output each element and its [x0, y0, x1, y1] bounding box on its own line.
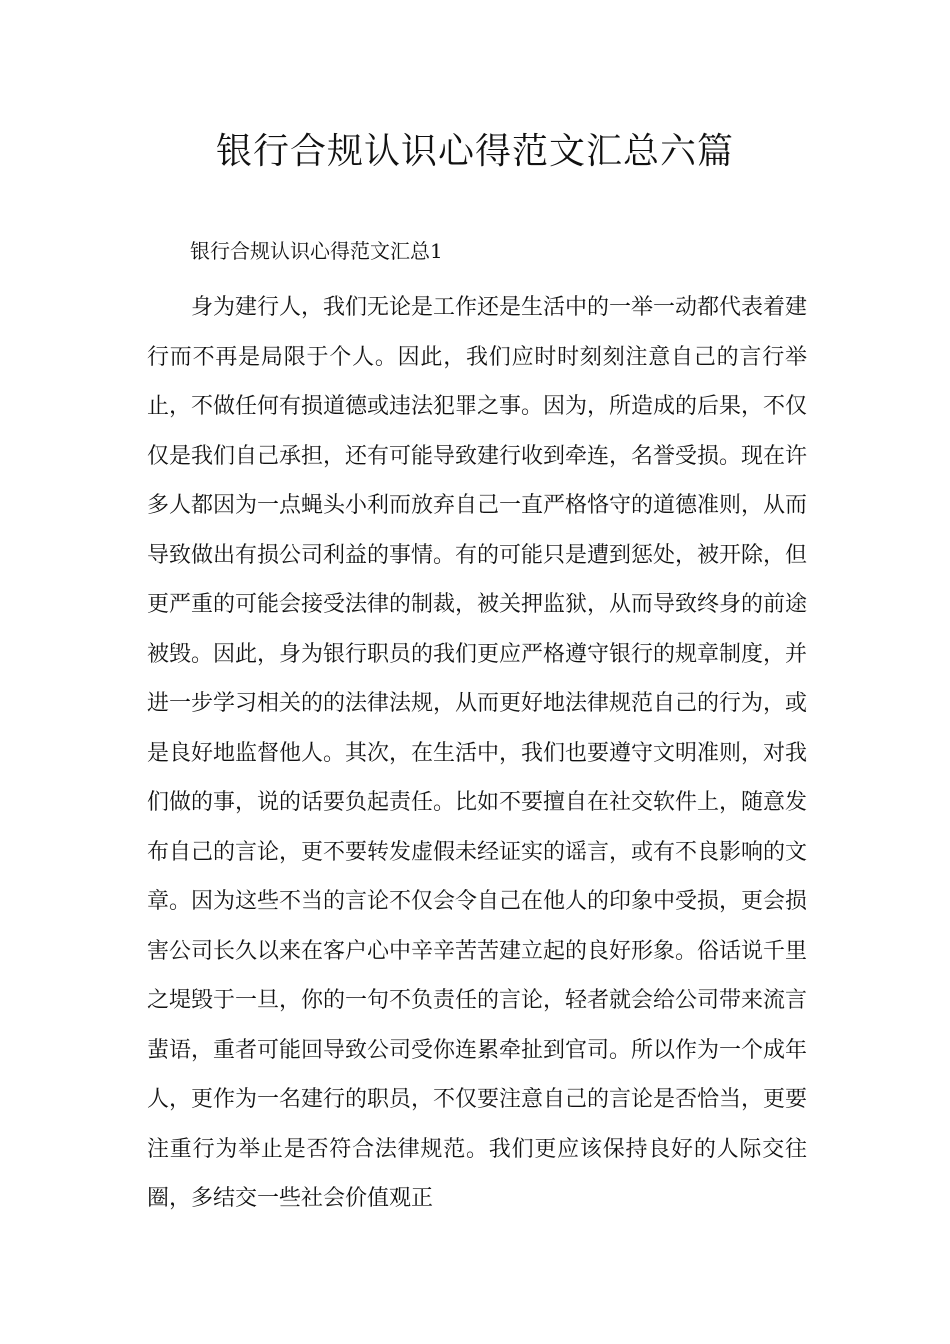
- body-paragraph: 身为建行人，我们无论是工作还是生活中的一举一动都代表着建行而不再是局限于个人。因此，我们应时时刻刻注意自己的言行举止，不做任何有损道德或违法犯罪之事。因为，所造成的后果，不仅仅是我们自己承担，还有可能导致建行收到牵连，名誉受损。现在许多人都因为一点蝇头小利而放弃自己一直严格恪守的道德准则，从而导致做出有损公司利益的事情。有的可能只是遭到惩处，被开除，但更严重的可能会接受法律的制裁，被关押监狱，从而导致终身的前途被毁。因此，身为银行职员的我们更应严格遵守银行的规章制度，并进一步学习相关的的法律法规，从而更好地法律规范自己的行为，或是良好地监督他人。其次，在生活中，我们也要遵守文明准则，对我们做的事，说的话要负起责任。比如不要擅自在社交软件上，随意发布自己的言论，更不要转发虚假未经证实的谣言，或有不良影响的文章。因为这些不当的言论不仅会令自己在他人的印象中受损，更会损害公司长久以来在客户心中辛辛苦苦建立起的良好形象。俗话说千里之堤毁于一旦，你的一句不负责任的言论，轻者就会给公司带来流言蜚语，重者可能回导致公司受你连累牵扯到官司。所以作为一个成年人，更作为一名建行的职员，不仅要注意自己的言论是否恰当，更要注重行为举止是否符合法律规范。我们更应该保持良好的人际交往圈，多结交一些社会价值观正: [147, 295, 808, 1211]
- section-heading: 银行合规认识心得范文汇总1: [190, 239, 443, 263]
- document-title: 银行合规认识心得范文汇总六篇: [215, 131, 734, 172]
